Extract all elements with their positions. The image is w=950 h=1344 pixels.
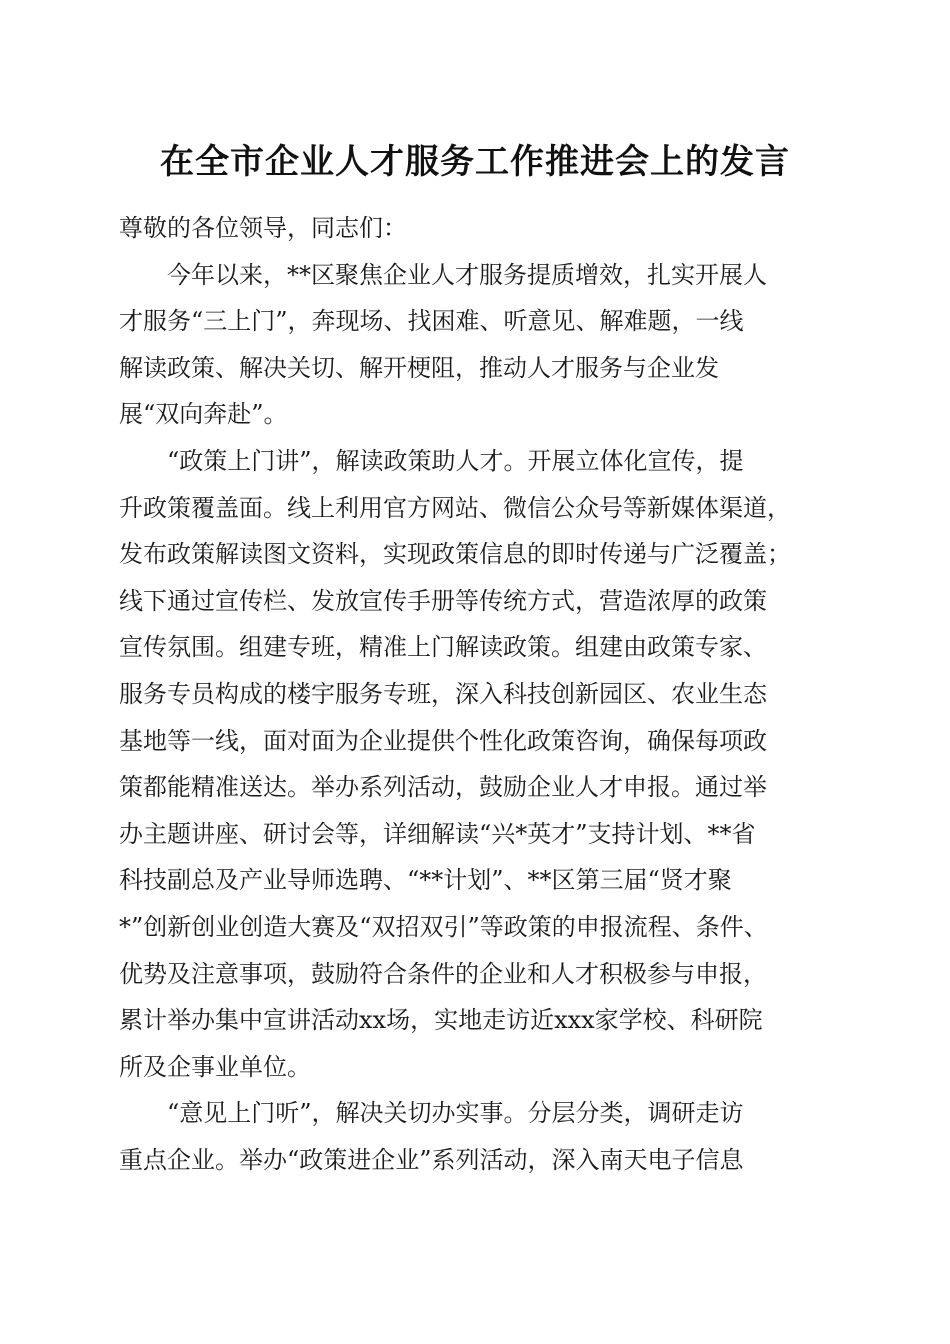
paragraph-line: 所及企事业单位。 — [119, 1052, 311, 1081]
paragraph-line: 策都能精准送达。举办系列活动，鼓励企业人才申报。通过举 — [119, 773, 767, 802]
paragraph-opinions — [119, 1090, 839, 1183]
paragraph-line: 展“双向奔赴”。 — [119, 400, 288, 429]
paragraph-policy — [119, 438, 839, 1090]
paragraph-line: “政策上门讲”，解读政策助人才。开展立体化宣传，提 — [167, 446, 744, 475]
paragraph-line: *”创新创业创造大赛及“双招双引”等政策的申报流程、条件、 — [119, 912, 768, 941]
paragraph-line: 重点企业。举办“政策进企业”系列活动，深入南天电子信息 — [119, 1145, 744, 1174]
page-title: 在全市企业人才服务工作推进会上的发言 — [160, 142, 790, 182]
salutation: 尊敬的各位领导，同志们： — [119, 214, 407, 242]
paragraph-line: 线下通过宣传栏、发放宣传手册等传统方式，营造浓厚的政策 — [119, 586, 767, 615]
document-body — [119, 205, 839, 1183]
paragraph-line: 发布政策解读图文资料，实现政策信息的即时传递与广泛覆盖； — [119, 540, 791, 569]
paragraph-line: 科技副总及产业导师选聘、“**计划”、**区第三届“贤才聚 — [119, 866, 732, 895]
paragraph-line: 解读政策、解决关切、解开梗阻，推动人才服务与企业发 — [119, 353, 719, 382]
paragraph-line: 才服务“三上门”，奔现场、找困难、听意见、解难题，一线 — [119, 307, 744, 336]
paragraph-intro — [119, 252, 839, 438]
paragraph-line: 办主题讲座、研讨会等，详细解读“兴*英才”支持计划、**省 — [119, 819, 756, 848]
paragraph-line: 升政策覆盖面。线上利用官方网站、微信公众号等新媒体渠道， — [119, 493, 791, 522]
paragraph-line: 宣传氛围。组建专班，精准上门解读政策。组建由政策专家、 — [119, 633, 767, 662]
paragraph-line: 基地等一线，面对面为企业提供个性化政策咨询，确保每项政 — [119, 726, 767, 755]
paragraph-line: 今年以来，**区聚焦企业人才服务提质增效，扎实开展人 — [167, 260, 767, 289]
paragraph-line: 服务专员构成的楼宇服务专班，深入科技创新园区、农业生态 — [119, 679, 767, 708]
paragraph-line: 优势及注意事项，鼓励符合条件的企业和人才积极参与申报， — [119, 959, 767, 988]
paragraph-line: 累计举办集中宣讲活动xx场，实地走访近xxx家学校、科研院 — [119, 1006, 763, 1035]
paragraph-line: “意见上门听”，解决关切办实事。分层分类，调研走访 — [167, 1099, 744, 1128]
